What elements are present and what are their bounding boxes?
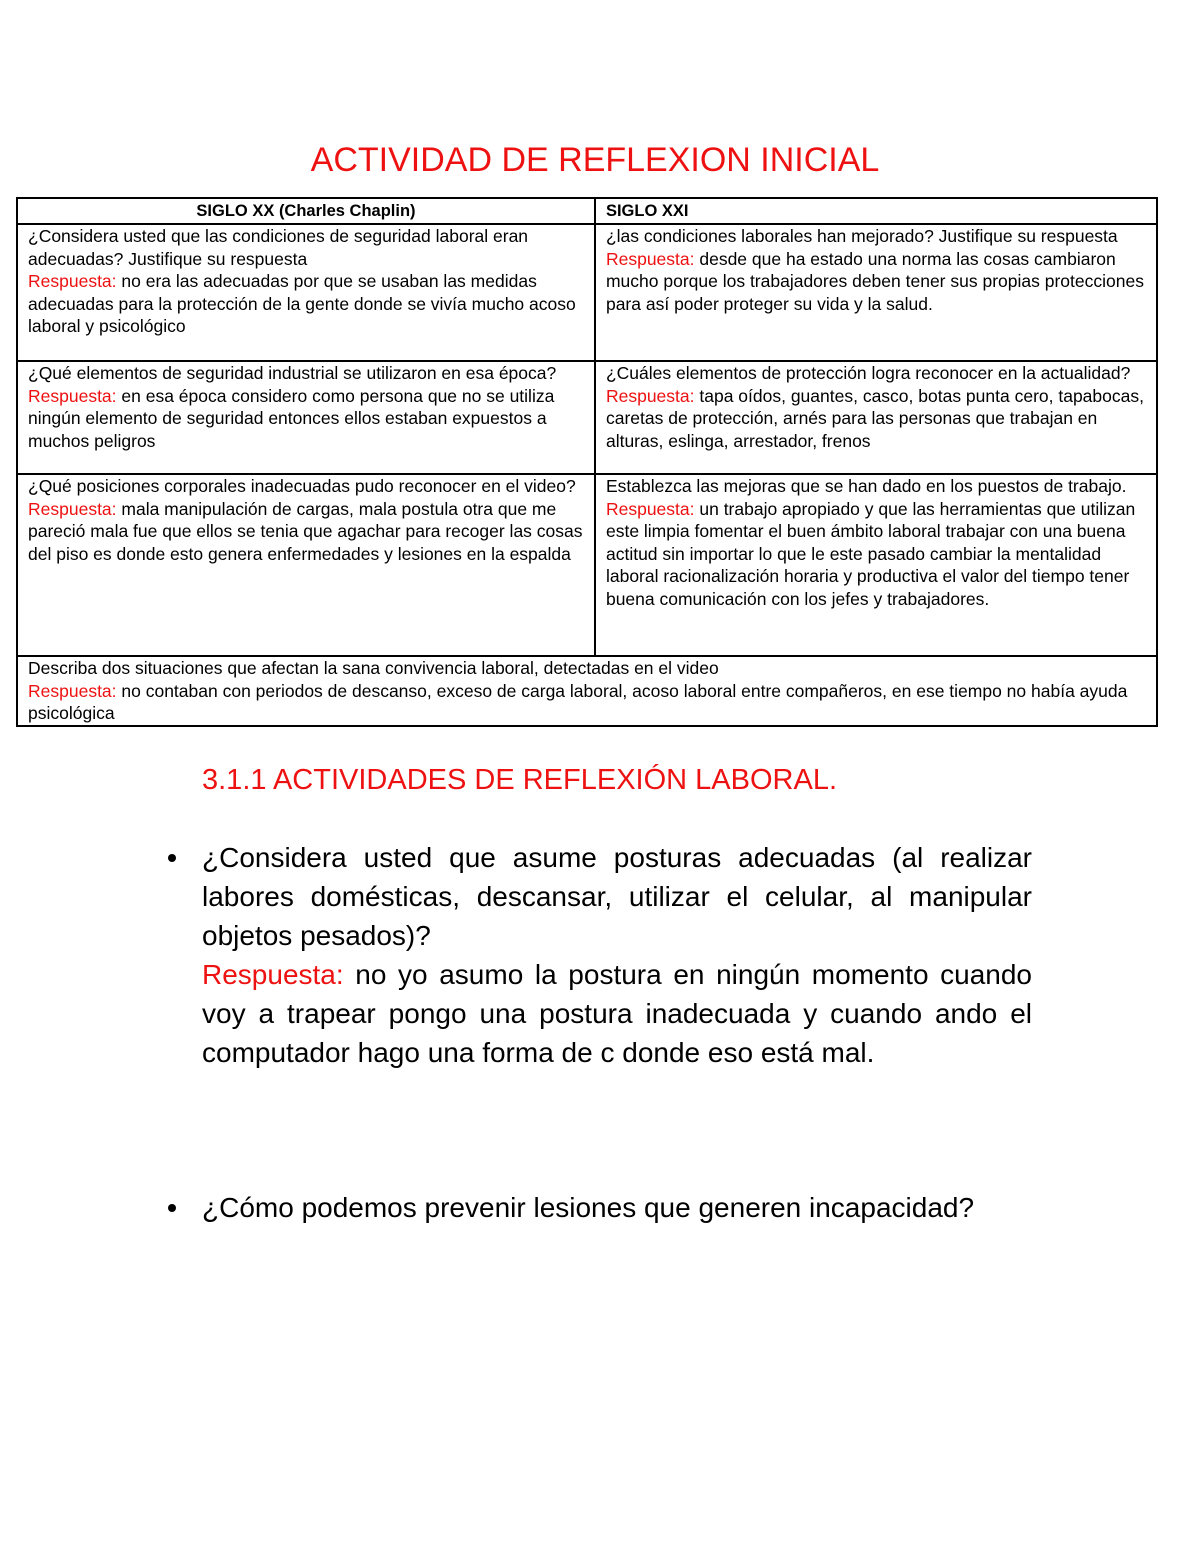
- cell-answer: desde que ha estado una norma las cosas cambiaron mucho porque los trabajadores deben tener sus propias protecciones para así poder proteger su vida y la salud.: [605, 248, 1144, 314]
- list-item: [160, 1188, 1032, 1227]
- cell-question: Establezca las mejoras que se han dado en los puestos de trabajo.: [605, 476, 1127, 496]
- cell-question: Describa dos situaciones que afectan la sana convivencia laboral, detectadas en el video: [28, 658, 719, 678]
- cell-question: ¿Qué elementos de seguridad industrial se utilizaron en esa época?: [28, 363, 557, 383]
- cell-question: ¿Qué posiciones corporales inadecuadas pudo reconocer en el video?: [28, 476, 576, 496]
- cell-question: ¿las condiciones laborales han mejorado? Justifique su respuesta: [605, 226, 1118, 246]
- cell-answer: mala manipulación de cargas, mala postula otra que me pareció mala fue que ellos se tenia que agachar para recoger las cosas del piso es donde esto genera enfermedades y lesiones en la espalda: [28, 498, 583, 564]
- table-header-row: [17, 198, 1157, 224]
- cell-question: ¿Cuáles elementos de protección logra reconocer en la actualidad?: [605, 363, 1131, 383]
- bullet-answer: no yo asumo la postura en ningún momento cuando voy a trapear pongo una postura inadecuada y cuando ando el computador hago una forma de c donde eso está mal.: [202, 959, 1032, 1068]
- table-cell: [595, 361, 1157, 474]
- table-row: [17, 224, 1157, 361]
- table-cell: [595, 474, 1157, 656]
- cell-answer: no contaban con periodos de descanso, exceso de carga laboral, acoso laboral entre compañeros, en ese tiempo no había ayuda psicológica: [28, 680, 1128, 724]
- bullet-question: ¿Cómo podemos prevenir lesiones que generen incapacidad?: [202, 1192, 975, 1223]
- section-heading: 3.1.1 ACTIVIDADES DE REFLEXIÓN LABORAL.: [202, 764, 837, 796]
- answer-label: Respuesta:: [28, 385, 117, 406]
- answer-label: Respuesta:: [28, 680, 117, 701]
- table-cell: [17, 361, 595, 474]
- answer-label: Respuesta:: [605, 385, 695, 406]
- table-cell: [595, 224, 1157, 361]
- answer-label: Respuesta:: [605, 248, 695, 269]
- bullet-icon: [168, 1204, 176, 1212]
- table-row: [17, 361, 1157, 474]
- table-cell: [17, 474, 595, 656]
- answer-label: Respuesta:: [28, 498, 117, 519]
- reflection-table: [16, 197, 1158, 727]
- document-title: ACTIVIDAD DE REFLEXION INICIAL: [310, 141, 880, 179]
- table-cell: [17, 656, 1157, 726]
- table-cell: [17, 224, 595, 361]
- answer-label: Respuesta:: [28, 271, 117, 292]
- table-row: [17, 474, 1157, 656]
- column-header-siglo-xxi: SIGLO XXI: [595, 198, 1157, 224]
- bullet-list: [160, 838, 1032, 1227]
- bullet-icon: [168, 854, 176, 862]
- answer-label: Respuesta:: [605, 498, 695, 519]
- answer-label: Respuesta:: [202, 959, 344, 990]
- cell-answer: un trabajo apropiado y que las herramientas que utilizan este limpia fomentar el buen ámbito laboral trabajar con una buena actitud sin importar lo que le este pasado cambiar la mentalidad laboral racionalización horaria y productiva el valor del tiempo tener buena comunicación con los jefes y trabajadores.: [605, 498, 1136, 609]
- bullet-question: ¿Considera usted que asume posturas adecuadas (al realizar labores domésticas, descansar, utilizar el celular, al manipular objetos pesados)?: [202, 842, 1032, 951]
- column-header-siglo-xx: SIGLO XX (Charles Chaplin): [17, 198, 595, 224]
- list-item: [160, 838, 1032, 1072]
- table-row-full-width: [17, 656, 1157, 726]
- cell-question: ¿Considera usted que las condiciones de seguridad laboral eran adecuadas? Justifique su respuesta: [28, 226, 529, 269]
- cell-answer: en esa época considero como persona que no se utiliza ningún elemento de seguridad entonces ellos estaban expuestos a muchos peligros: [28, 385, 555, 451]
- cell-answer: tapa oídos, guantes, casco, botas punta cero, tapabocas, caretas de protección, arnés para las personas que trabajan en alturas, eslinga, arrestador, frenos: [605, 385, 1144, 451]
- cell-answer: no era las adecuadas por que se usaban las medidas adecuadas para la protección de la gente donde se vivía mucho acoso laboral y psicológico: [28, 271, 576, 337]
